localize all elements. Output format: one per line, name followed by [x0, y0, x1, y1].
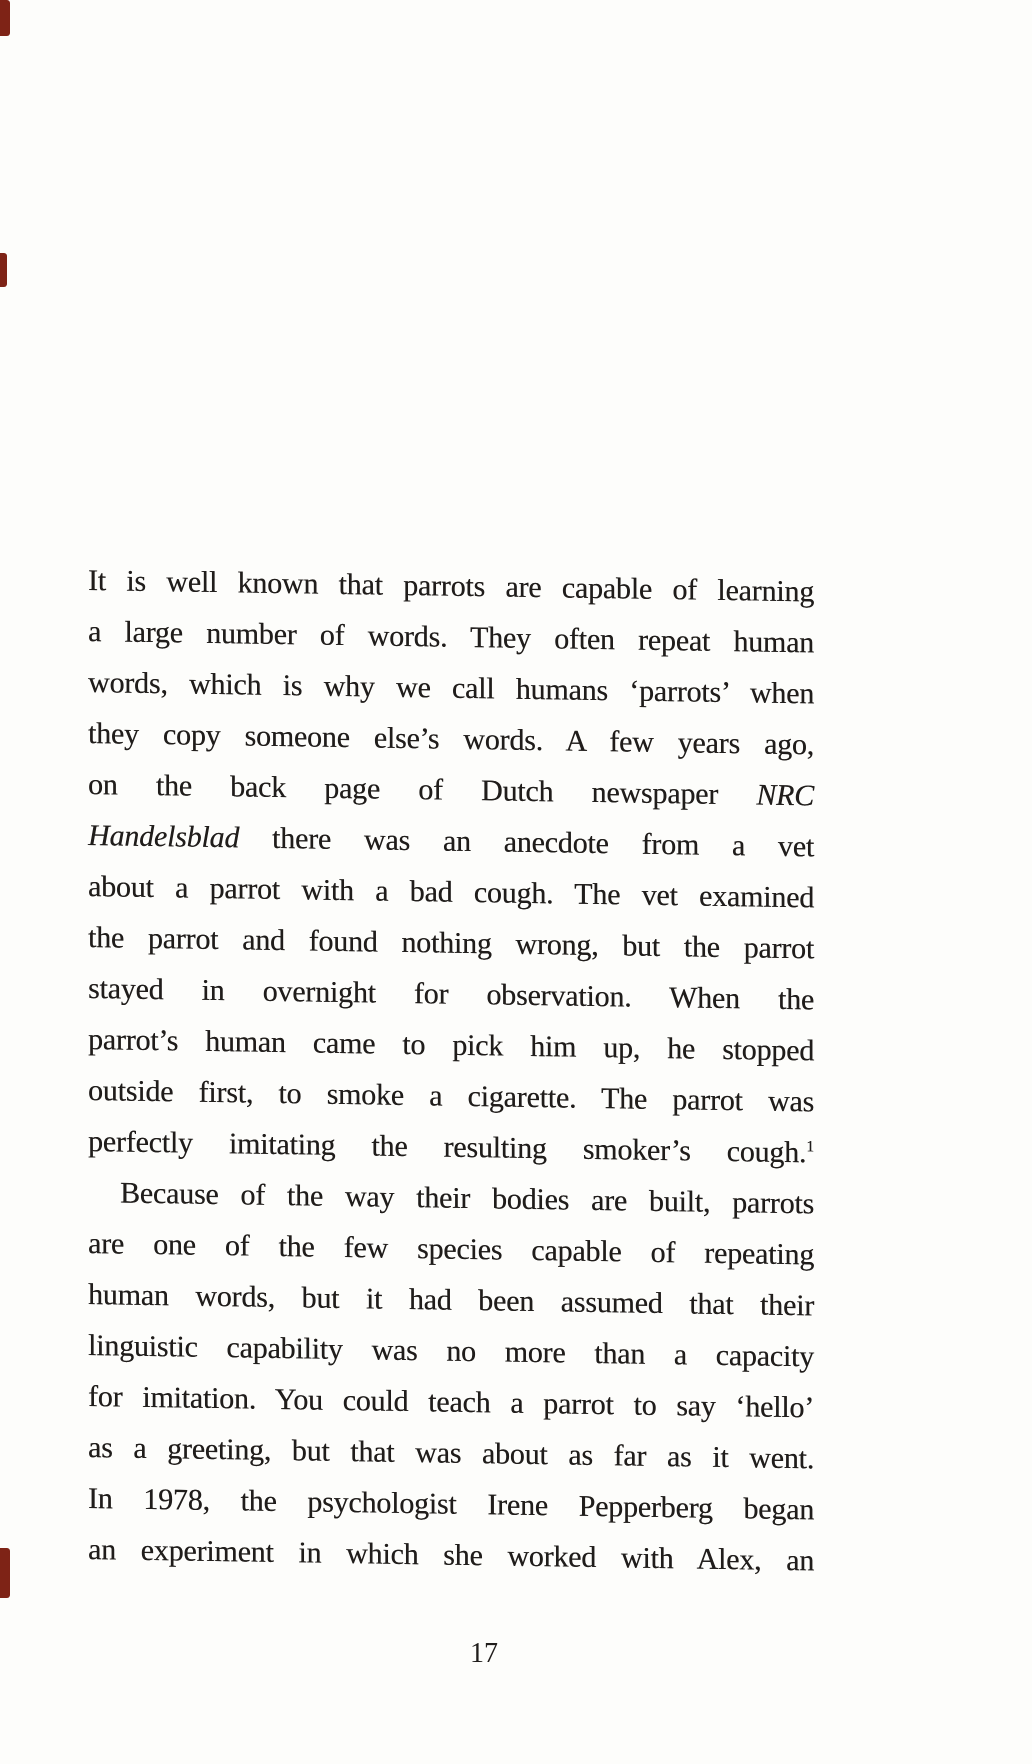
italic-text: NRC [756, 778, 814, 813]
body-text: perfectly imitating the resulting smoker’s cough. [88, 1125, 807, 1170]
body-text: a large number of words. They often repeat human [88, 615, 814, 660]
body-text: linguistic capability was no more than a capacity [88, 1329, 814, 1374]
body-text: about a parrot with a bad cough. The vet examined [88, 870, 814, 915]
body-text: words, which is why we call humans ‘parrots’ when [88, 666, 814, 711]
body-text: human words, but it had been assumed that their [88, 1278, 814, 1323]
page-number: 17 [470, 1638, 498, 1669]
body-text: the parrot and found nothing wrong, but the parrot [88, 921, 814, 966]
body-text: for imitation. You could teach a parrot to say ‘hello’ [88, 1380, 814, 1425]
body-text: there was an anecdote from a vet [239, 821, 814, 864]
scan-edge-mark [0, 253, 7, 287]
body-text: as a greeting, but that was about as far as it went. [88, 1431, 814, 1476]
paragraph [88, 1167, 814, 1586]
body-text: outside first, to smoke a cigarette. The parrot was [88, 1074, 814, 1119]
paragraph [88, 555, 814, 1178]
text-block [88, 555, 814, 1586]
body-text: parrot’s human came to pick him up, he stopped [88, 1023, 814, 1068]
body-text: on the back page of Dutch newspaper [88, 768, 757, 812]
body-text: In 1978, the psychologist Irene Pepperberg began [88, 1482, 814, 1527]
footnote-marker: 1 [806, 1138, 814, 1156]
body-text: are one of the few species capable of repeating [88, 1227, 814, 1272]
scan-edge-mark [0, 1548, 10, 1598]
body-text: stayed in overnight for observation. When the [88, 972, 814, 1017]
italic-text: Handelsblad [88, 819, 240, 855]
body-text: It is well known that parrots are capable of learning [88, 564, 814, 609]
body-text: they copy someone else’s words. A few years ago, [88, 717, 814, 762]
text-line [88, 1524, 814, 1586]
scan-edge-mark [0, 0, 10, 36]
body-text: Because of the way their bodies are built, parrots [120, 1176, 814, 1221]
body-text: an experiment in which she worked with Alex, an [88, 1533, 814, 1578]
